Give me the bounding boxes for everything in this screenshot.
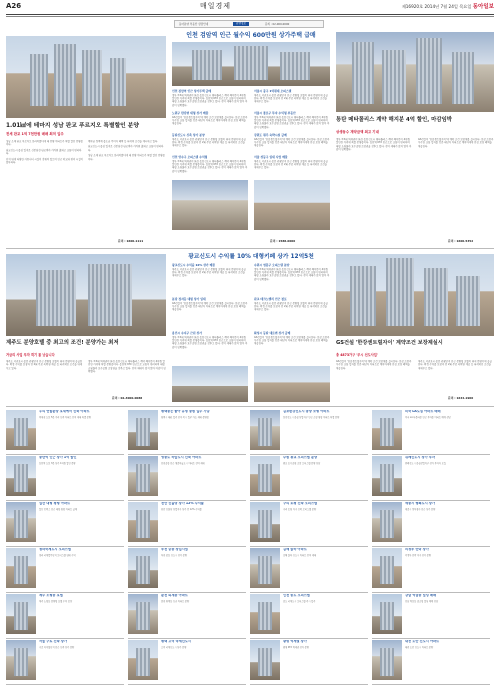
building-shape [258,464,272,492]
ad-photo [128,594,158,634]
building-shape [380,648,394,676]
ad-body: 부천 중동 신도시 상가 분양 [161,554,188,557]
article1-contact: 문의 : 1600-1111 [118,239,144,243]
listing-text: GS건설이 '한강센트럴자이'에 계약 조건 보장제를 실시한다. 한강 조망과 우수한 교통 입지를 갖춘 대단지 아파트로 계약자에게 안심 보장 혜택을 제공한다. [172,301,248,312]
ad-photo [372,456,402,496]
paragraph: 계약금 정액제 중도금 무이자 혜택 등 파격적 조건을 제시하고 있다. [88,140,158,143]
ad-divider [250,546,368,547]
ad-divider [128,638,246,639]
section-divider [6,248,494,249]
classified-ad [250,410,368,453]
issue-date: 2014년 7월 24일 목요일 [424,4,472,9]
article6-photo [336,254,494,336]
ad-body: 한강신도시 중심 상업지구 인근 소형 평형 아파트 특별 분양 [283,416,340,419]
ad-title: 우리 연합분양 호재에서 신축 아파트 [39,410,90,413]
listing-item [254,298,330,328]
ad-title: 강남 역삼동 빌딩 매매 [405,594,437,597]
listing-text: 정부 3.5대 역세권의 화성 동탄신도시 메타폴리스 계약 해지분이 4억원 할인된 가격에 특별 분양중이다. 동탄역 KTX 인근으로 교통이 편리하며 대형 쇼핑몰과 호수공원 조망권을 갖추고 있다. 잔여 세대가 많지 않아 마감이 임박했다. [172,159,248,173]
article6-subhead: 총 4873가구 '푸시 선도사업' [336,353,378,357]
building-shape [136,556,150,584]
listing-title: 수원시 영통구 오피스텔 분양 [254,263,290,267]
building-shape [136,648,150,676]
article4-listings [172,264,330,404]
building-shape [258,556,272,584]
top-search-bar [174,20,324,28]
listing-item [172,156,248,174]
ad-title: 제주 노형동 호텔 [39,594,63,597]
classified-grid [6,410,494,686]
ad-divider [250,454,368,455]
ad-body: 천안 신불당 상업지구 상가 연 12% 수익률 [161,508,202,511]
brand-logo: 동아일보 [472,4,494,10]
article5-contact: 문의 : 02-3000-0088 [112,396,143,400]
ad-divider [250,592,368,593]
classified-ad [6,410,124,453]
listing-item [254,332,330,362]
article2-headline: 인천 검암역 인근 월수익 600만원 상가주택 급매 [186,32,316,39]
ad-photo [250,594,280,634]
listing-title: 서울시 중구 1억원대 오피스텔 [254,89,292,93]
ad-divider [128,684,246,685]
ad-divider [6,684,124,685]
ad-body: 역세권 도보 5분 거리 신축 아파트 잔여 세대 특별 분양 [39,416,92,419]
ad-title: 평택 고덕 국제신도시 [161,640,191,643]
building-shape [136,418,150,446]
listing-text: 제주도 서귀포시 중문 관광단지 인근 분양형 호텔이 최저 분양가에 공급된다. 확정 수익률 보장과 연 2회 무료 숙박권 제공 등 파격적인 조건을 내세우고 있다. [172,267,246,278]
article2-listings [172,90,330,240]
section-divider [6,406,494,407]
listing-item [172,134,248,152]
article4-headline: 광교신도시 수익률 10% 대형키페 상가 12억5천 [188,254,314,260]
listing-item [254,112,330,130]
ad-title: 서울 구로 신축 상가 [39,640,67,643]
building-shape [452,52,474,104]
ad-body: 청라 국제업무단지 오피스텔 임대 수익 [39,554,76,557]
ad-photo [6,456,36,496]
building-shape [110,58,126,106]
ad-body: 평택시 대표 입주 단지 즉시 입주 가능 세대 분양중 [161,416,209,419]
ad-divider [372,546,490,547]
ad-photo [6,502,36,542]
building-shape [258,510,272,538]
search-tag[interactable]: 분양정보 [233,22,249,26]
article5-body-col2: 정부 3.5대 역세권의 화성 동탄신도시 메타폴리스 계약 해지분이 4억원 할인된 가격에 특별 분양중이다. 동탄역 KTX 인근으로 교통이 편리하며 대형 쇼핑몰과 호수공원 조망권을 갖추고 있다. 잔여 세대가 많지 않아 마감이 임박했다. [88,360,166,374]
building-shape [380,418,394,446]
article6-contact: 문의 : 1644-1900 [448,396,474,400]
ad-divider [6,546,124,547]
ad-divider [372,638,490,639]
article3-body-col1: 정부 3.5대 역세권의 화성 동탄신도시 메타폴리스 계약 해지분이 4억원 할인된 가격에 특별 분양중이다. 동탄역 KTX 인근으로 교통이 편리하며 대형 쇼핑몰과 호수공원 조망권을 갖추고 있다. 잔여 세대가 많지 않아 마감이 임박했다. [336,138,412,152]
ad-photo [128,410,158,450]
classified-ad [128,640,246,683]
listing-text: GS건설이 '한강센트럴자이'에 계약 조건 보장제를 실시한다. 한강 조망과 우수한 교통 입지를 갖춘 대단지 아파트로 계약자에게 안심 보장 혜택을 제공한다. [172,115,248,126]
article5-subhead: 거금리 사업 투자 객기 꼼 낮습니다 [6,353,55,357]
ad-body: 제주 노형동 분양형 호텔 수익 보장 [39,600,73,603]
ad-title: 부천 중동 상업시설 [161,548,188,551]
listing-item [254,134,330,152]
article1-body-col1 [6,140,84,240]
listing-photo [254,180,330,230]
building-shape [456,276,480,326]
classified-ad [6,640,124,683]
listing-photo [172,366,248,402]
listing-text: 정부 3.5대 역세권의 화성 동탄신도시 메타폴리스 계약 해지분이 4억원 할인된 가격에 특별 분양중이다. 동탄역 KTX 인근으로 교통이 편리하며 대형 쇼핑몰과 호수공원 조망권을 갖추고 있다. 잔여 세대가 많지 않아 마감이 임박했다. [172,335,248,349]
ad-title: 인천 송도 오피스텔 [283,594,310,597]
classified-ad [250,594,368,637]
article1-photo [6,36,166,118]
listing-text: GS건설이 '한강센트럴자이'에 계약 조건 보장제를 실시한다. 한강 조망과 우수한 교통 입지를 갖춘 대단지 아파트로 계약자에게 안심 보장 혜택을 제공한다. [254,335,330,346]
classified-ad [372,502,490,545]
ad-divider [372,592,490,593]
building-shape [380,510,394,538]
ad-title: 청라국제도시 오피스텔 [39,548,71,551]
building-shape [14,648,28,676]
paragraph: 성남 소재 판교 푸르지오 한라비발디에 대 분양 아파트가 특별 할인 분양중이다. [88,154,165,161]
classified-ad [372,548,490,591]
ad-title: 평택동은 좋아 유명 동원 입주 가능 [161,410,210,413]
classified-ad [250,640,368,683]
classified-ad [128,502,246,545]
listing-item [254,156,330,174]
listing-text: 제주도 서귀포시 중문 관광단지 인근 분양형 호텔이 최저 분양가에 공급된다. 확정 수익률 보장과 연 2회 무료 숙박권 제공 등 파격적인 조건을 내세우고 있다. [254,301,328,312]
listing-title: 노원구 한강변 대형 상가 매물 [172,111,209,115]
article6-body-col1: GS건설이 '한강센트럴자이'에 계약 조건 보장제를 실시한다. 한강 조망과 우수한 교통 입지를 갖춘 대단지 아파트로 계약자에게 안심 보장 혜택을 제공한다. [336,360,412,370]
ad-body: 구로 디지털단지 인근 신축 상가 분양 [39,646,75,649]
ad-body: 미국 LA 다운타운 인근 투자용 아파트 매매 상담 [405,416,451,419]
ad-body: 의정부 민락 지구 상가 분양 [405,554,432,557]
ad-divider [372,454,490,455]
building-shape [54,44,76,106]
building-shape [350,266,376,326]
building-shape [14,510,28,538]
ad-photo [6,548,36,588]
header-rule-thin [6,16,494,17]
ad-photo [128,640,158,680]
listing-text: 제주도 서귀포시 중문 관광단지 인근 분양형 호텔이 최저 분양가에 공급된다. 확정 수익률 보장과 연 2회 무료 숙박권 제공 등 파격적인 조건을 내세우고 있다. [172,137,246,148]
listing-title: 서울시 종로구 투자 수익형 부동산 [254,111,296,115]
building-shape [136,464,150,492]
ad-photo [372,548,402,588]
ad-photo [250,502,280,542]
ad-photo [6,640,36,680]
building-shape [234,46,268,80]
ad-photo [128,456,158,496]
listing-title: 분당 정자동 대형 상가 임대 [172,297,206,301]
ad-divider [128,454,246,455]
building-shape [258,602,272,630]
ad-title: 미국 LA도심 아파트 매매 [405,410,441,413]
ad-photo [250,548,280,588]
ad-divider [128,500,246,501]
ad-divider [128,592,246,593]
ad-title: 세종시 행복도시 상가 [405,502,435,505]
paragraph: 판교신도시 중심 입지로 신분당선 판교역과 가까워 출퇴근 교통이 편리하다. [88,145,164,152]
ad-divider [6,638,124,639]
article5-headline: 제주도 분양호텔 중 최고의 조건! 분양가는 최저 [6,340,119,346]
building-shape [14,556,28,584]
ad-title: 김해 율하 아파트 [283,548,307,551]
listing-title: 강원도 원주 숙박시설 급매 [254,133,287,137]
listing-text: 제주도 서귀포시 중문 관광단지 인근 분양형 호텔이 최저 분양가에 공급된다. 확정 수익률 보장과 연 2회 무료 숙박권 제공 등 파격적인 조건을 내세우고 있다. [254,93,328,104]
building-shape [416,38,442,104]
article6-headline: GS건설 '한강센트럴자이' 계약조건 보장제실시 [336,340,443,346]
ad-photo [128,502,158,542]
listing-text: 제주도 서귀포시 중문 관광단지 인근 분양형 호텔이 최저 분양가에 공급된다. 확정 수익률 보장과 연 2회 무료 숙박권 제공 등 파격적인 조건을 내세우고 있다. [254,159,328,170]
building-shape [30,54,48,106]
ad-title: 위례신도시 상가 투자 [405,456,435,459]
ad-title: 천안 신불당 상가 12% 수익률 [161,502,204,505]
classified-ad [372,456,490,499]
ad-divider [372,500,490,501]
ad-divider [6,500,124,501]
ad-photo [250,456,280,496]
listing-title: 용인시 수지구 근린 상가 [172,331,202,335]
ad-body: 동탄역 도보 3분 상가 1억원 할인 분양 [39,462,76,465]
building-shape [424,268,448,326]
search-phone: 문의 : 02-000-0000 [265,23,290,26]
ad-divider [6,454,124,455]
article2-contact: 문의 : 1588-0000 [270,239,296,243]
header-rule [6,14,494,15]
listing-title: 광교신도시 수익률 10% 상가 매물 [172,263,216,267]
ad-photo [250,410,280,450]
ad-title: 수원 광교 오피스텔 분양 [283,456,318,459]
article5-photo [6,254,166,336]
building-shape [280,52,310,80]
ad-divider [250,638,368,639]
listing-title: 인천 연수구 오피스텔 수익형 [172,155,208,159]
listing-item [254,264,330,294]
listing-photo [254,366,330,402]
listing-item [172,332,248,362]
ad-photo [250,640,280,680]
ad-body: 구리 토평 지구 신축 오피스텔 분양 [283,508,317,511]
building-shape [136,602,150,630]
listing-title: 동탄신도시 신축 상가 분양 [172,133,205,137]
ad-photo [372,410,402,450]
ad-divider [250,684,368,685]
paragraph: 단지 내에 다양한 커뮤니티 시설이 갖춰져 있으며 인근 학교와 편의 시설이 풍부하다. [6,157,83,165]
article3-headline: 통탄 메타폴리스 계약 해지분 4억 할인, 마감임박 [336,117,452,123]
classified-ad [6,594,124,637]
ad-divider [372,684,490,685]
ad-title: 동탄역 인근 상가 1억 할인 [39,456,77,459]
ad-title: 의정부 민락 상가 [405,548,429,551]
building-shape [14,418,28,446]
classified-ad [6,502,124,545]
classified-ad [6,456,124,499]
building-shape [258,648,272,676]
ad-title: 광명 역세권 상가 [283,640,307,643]
listing-item [172,90,248,108]
listing-title: 화성시 동탄 대로변 상가 급매 [254,331,291,335]
classified-ad [6,548,124,591]
building-shape [380,464,394,492]
building-shape [14,602,28,630]
classified-ad [128,456,246,499]
article3-subhead: 상생동수 계약금액 최고 기대 [336,130,379,134]
classified-ad [372,410,490,453]
article2-photo [172,42,330,86]
issue-info [402,5,494,10]
issue-number: 제16920호 [401,4,424,9]
ad-body: 인천공항 인근 영종하늘도시 아파트 잔여 세대 [161,462,205,465]
ad-photo [372,640,402,680]
ad-body: 대전 도안 신도시 아파트 분양 [405,646,434,649]
building-shape [136,510,150,538]
listing-item [172,298,248,328]
article1-subhead: 전세 판교 1억 7천만원 매매 최저 입주 [6,132,64,136]
section-title: 매일경제 [200,2,232,10]
article5-body-col1: 제주도 서귀포시 중문 관광단지 인근 분양형 호텔이 최저 분양가에 공급된다. 확정 수익률 보장과 연 2회 무료 숙박권 제공 등 파격적인 조건을 내세우고 있다. [6,360,83,370]
ad-title: 영종도 하늘도시 신축 아파트 [161,456,202,459]
listing-item [254,90,330,108]
article1-headline: 1.01㎢에 테마지 성남 판교 푸르지오 특별할인 분양 [6,123,140,129]
building-shape [352,42,374,104]
listing-text: 정부 3.5대 역세권의 화성 동탄신도시 메타폴리스 계약 해지분이 4억원 할인된 가격에 특별 분양중이다. 동탄역 KTX 인근으로 교통이 편리하며 대형 쇼핑몰과 호수공원 조망권을 갖추고 있다. 잔여 세대가 많지 않아 마감이 임박했다. [254,115,330,129]
article3-contact: 문의 : 1600-5352 [448,239,474,243]
building-shape [382,50,406,104]
paragraph: 판교신도시 중심 입지로 신분당선 판교역과 가까워 출퇴근 교통이 편리하다. [6,148,82,156]
article3-photo [336,32,494,112]
building-shape [14,464,28,492]
ad-photo [128,548,158,588]
ad-body: 김해 율하 신도시 아파트 잔여 세대 [283,554,317,557]
listing-title: 인천 검암역 인근 상가주택 급매 [172,89,212,93]
page-number: A26 [6,2,22,10]
ad-photo [6,594,36,634]
ad-body: 위례신도시 중심상업지구 상가 투자자 모집 [405,462,446,465]
listing-text: 정부 3.5대 역세권의 화성 동탄신도시 메타폴리스 계약 해지분이 4억원 할인된 가격에 특별 분양중이다. 동탄역 KTX 인근으로 교통이 편리하며 대형 쇼핑몰과 호수공원 조망권을 갖추고 있다. 잔여 세대가 많지 않아 마감이 임박했다. [172,93,248,107]
ad-body: 춘천 퇴계동 신규 아파트 분양 [161,600,190,603]
building-shape [386,258,414,326]
ad-photo [372,502,402,542]
ad-title: 일산 대형 평형 아파트 [39,502,71,505]
classified-ad [128,548,246,591]
building-shape [82,50,102,106]
article3-body-col2: GS건설이 '한강센트럴자이'에 계약 조건 보장제를 실시한다. 한강 조망과 우수한 교통 입지를 갖춘 대단지 아파트로 계약자에게 안심 보장 혜택을 제공한다. [418,138,494,148]
ad-body: 세종시 정부청사 인근 상가 분양 [405,508,436,511]
classified-ad [250,502,368,545]
building-shape [88,264,132,326]
ad-body: 광명 KTX 역세권 상가 분양 [283,646,309,649]
ad-divider [250,500,368,501]
paragraph: 성남 소재 판교 푸르지오 한라비발디에 대 분양 아파트가 특별 할인 분양중이다. [6,140,83,147]
listing-title: 서울 성동구 임대 사업 매물 [254,155,288,159]
ad-body: 고덕 국제신도시 상가 분양 [161,646,187,649]
classified-ad [372,640,490,683]
article6-body-col2: 제주도 서귀포시 중문 관광단지 인근 분양형 호텔이 최저 분양가에 공급된다. 확정 수익률 보장과 연 2회 무료 숙박권 제공 등 파격적인 조건을 내세우고 있다. [418,360,492,370]
building-shape [380,556,394,584]
ad-body: 일산 킨텍스 인근 대형 평형 아파트 급매 [39,508,77,511]
listing-title: 판교 테크노밸리 인근 점포 [254,297,287,301]
search-label: 동아분양 부동산 상담안내 [179,23,209,26]
listing-item [172,112,248,130]
building-shape [380,602,394,630]
ad-title: 김포한강신도시 동양 소형 아파트 [283,410,330,413]
listing-text: 정부 3.5대 역세권의 화성 동탄신도시 메타폴리스 계약 해지분이 4억원 할인된 가격에 특별 분양중이다. 동탄역 KTX 인근으로 교통이 편리하며 대형 쇼핑몰과 호수공원 조망권을 갖추고 있다. 잔여 세대가 많지 않아 마감이 임박했다. [254,267,330,281]
ad-title: 대전 도안 신도시 아파트 [405,640,440,643]
ad-title: 구리 토평 신축 오피스텔 [283,502,318,505]
ad-photo [6,410,36,450]
ad-body: 강남 역삼동 중소형 빌딩 매매 상담 [405,600,439,603]
classified-ad [128,594,246,637]
building-shape [258,418,272,446]
ad-divider [6,592,124,593]
classified-ad [250,548,368,591]
ad-divider [128,546,246,547]
ad-body: 송도 국제도시 오피스텔 즉시 입주 [283,600,316,603]
ad-title: 춘천 퇴계동 아파트 [161,594,188,597]
article1-body-col2 [88,140,166,240]
building-shape [36,270,76,326]
ad-photo [372,594,402,634]
classified-ad [128,410,246,453]
listing-text: GS건설이 '한강센트럴자이'에 계약 조건 보장제를 실시한다. 한강 조망과 우수한 교통 입지를 갖춘 대단지 아파트로 계약자에게 안심 보장 혜택을 제공한다. [254,137,330,148]
listing-photo [172,180,248,230]
building-shape [192,50,222,80]
listing-item [172,264,248,294]
classified-ad [250,456,368,499]
ad-body: 광교 호수공원 조망 오피스텔 분양 상담 [283,462,321,465]
classified-ad [372,594,490,637]
